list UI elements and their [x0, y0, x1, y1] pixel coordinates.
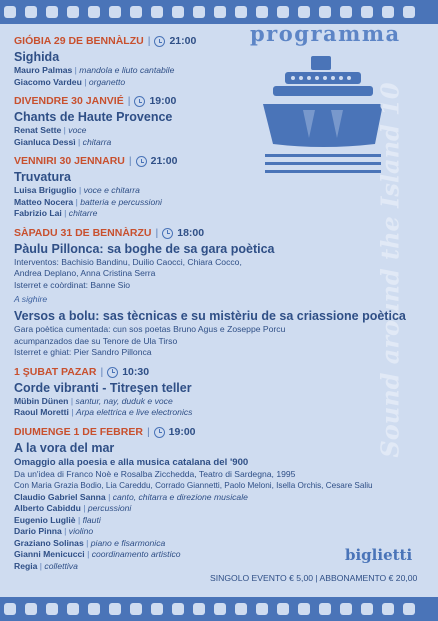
event-date: 1 ŞUBAT PAZAR: [14, 365, 97, 378]
film-hole: [235, 6, 247, 18]
film-hole: [46, 603, 58, 615]
film-hole: [361, 603, 373, 615]
film-hole: [340, 603, 352, 615]
event-sighida: GIÓBIA 29 DE BENNÀLZU | 21:00 Sighida Mauro Palmas | mandola e liuto cantabile Giacomo Vardeu | organetto: [14, 34, 434, 88]
film-hole: [130, 6, 142, 18]
credit-line: Matteo Nocera | batteria e percussioni: [14, 196, 162, 207]
credit-line: Gianluca Dessì | chitarra: [14, 136, 112, 147]
film-hole: [46, 6, 58, 18]
clock-icon: [136, 156, 147, 167]
event-subtitle: Omaggio alla poesia e alla musica catalana del '900: [14, 456, 249, 468]
film-hole: [319, 603, 331, 615]
detail-line: Isterret e coòrdinat: Banne Sio: [14, 279, 131, 290]
film-hole: [277, 6, 289, 18]
film-hole: [193, 6, 205, 18]
credit-line: Eugenio Lugliè | flauti: [14, 514, 101, 525]
film-hole: [235, 603, 247, 615]
event-date: SÀPADU 31 DE BENNÀRZU: [14, 226, 152, 239]
clock-icon: [134, 96, 145, 107]
credit-line: Claudio Gabriel Sanna | canto, chitarra e direzione musicale: [14, 491, 248, 502]
event-subtitle: Versos a bolu: sas tècnicas e su mistèriu de sa criassione poètica: [14, 309, 406, 323]
clock-icon: [154, 427, 165, 438]
credit-line: Regia | collettiva: [14, 560, 78, 571]
film-hole: [25, 6, 37, 18]
event-pillonca: SÀPADU 31 DE BENNÀRZU | 18:00 Pàulu Pillonca: sa boghe de sa gara poètica Interventos: Bachisio Bandinu, Duilio Caocci, Chiara Cocco, Andrea Deplano, Anna Cristina Serra Isterret e coòrdinat: Banne Sio A sighire Versos a bolu: sas tècnicas e su mistèriu de sa criassione poètica Gara poètica cumentada: cun sos poetas Bruno Agus e Zoseppe Porcu acumpanzados dae su Tenore de Ula Tirso Isterret e ghiat: Pier Sandro Pillonca: [14, 226, 434, 359]
credit-line: Luisa Briguglio | voce e chitarra: [14, 185, 140, 195]
event-time: 21:00: [150, 155, 178, 167]
event-date: DIVENDRE 30 JANVIÉ: [14, 95, 124, 107]
film-hole: [67, 6, 79, 18]
film-hole: [67, 603, 79, 615]
clock-icon: [107, 367, 118, 378]
film-holes: [4, 603, 415, 615]
event-title: Pàulu Pillonca: sa boghe de sa gara poètica: [14, 241, 275, 256]
credit-line: Fabrizio Lai | chitarre: [14, 208, 98, 218]
event-date: VENNIRI 30 JENNARU: [14, 155, 125, 167]
film-hole: [88, 603, 100, 615]
film-hole: [151, 6, 163, 18]
credit-line: Giacomo Vardeu | organetto: [14, 76, 126, 87]
film-hole: [109, 603, 121, 615]
event-title: Chants de Haute Provence: [14, 110, 173, 124]
event-time: 19:00: [168, 425, 196, 438]
film-hole: [193, 603, 205, 615]
film-hole: [382, 603, 394, 615]
event-vora-del-mar: DIUMENGE 1 DE FEBRER | 19:00 A la vora del mar Omaggio alla poesia e alla musica catalana del '900 Da un'idea di Franco Noè e Rosalba Zicchedda, Teatro di Sardegna, 1995 Con Maria Grazia Bodio, Lia Careddu, Corrado Giannetti, Paolo Meloni, Isella Orchis, Cesare Saliu Claudio Gabriel Sanna | canto, chitarra e direzione musicale Alberto Cabiddu | percussioni Eugenio Lugliè | flauti Dario Pinna | violino Graziano Solinas | piano e fisarmonica Gianni Menicucci | coordinamento artistico Regia | collettiva: [14, 425, 434, 573]
credit-line: Raoul Moretti | Arpa elettrica e live electronics: [14, 407, 193, 417]
credit-line: Mauro Palmas | mandola e liuto cantabile: [14, 65, 175, 75]
film-hole: [130, 603, 142, 615]
event-date: DIUMENGE 1 DE FEBRER: [14, 425, 143, 438]
film-hole: [109, 6, 121, 18]
film-hole: [382, 6, 394, 18]
film-hole: [403, 603, 415, 615]
film-hole: [361, 6, 373, 18]
event-title: Truvatura: [14, 170, 71, 184]
credit-line: Renat Sette | voce: [14, 125, 87, 135]
event-time: 19:00: [149, 95, 177, 107]
credit-line: Mübin Dünen | santur, nay, duduk e voce: [14, 395, 173, 406]
film-hole: [340, 6, 352, 18]
detail-line: Andrea Deplano, Anna Cristina Serra: [14, 268, 156, 278]
film-hole: [4, 6, 16, 18]
film-hole: [172, 603, 184, 615]
event-time: 10:30: [122, 365, 150, 378]
event-time: 18:00: [177, 226, 205, 239]
detail-line: Da un'idea di Franco Noè e Rosalba Zicchedda, Teatro di Sardegna, 1995: [14, 468, 296, 479]
film-hole: [151, 603, 163, 615]
film-hole: [256, 603, 268, 615]
event-chants: DIVENDRE 30 JANVIÉ | 19:00 Chants de Haute Provence Renat Sette | voce Gianluca Dessì | chitarra: [14, 94, 434, 148]
ticket-prices: SINGOLO EVENTO € 5,00 | ABBONAMENTO € 20,00: [210, 573, 418, 583]
programme-list: [14, 34, 434, 578]
film-hole: [256, 6, 268, 18]
event-title: A la vora del mar: [14, 440, 115, 455]
event-corde: 1 ŞUBAT PAZAR | 10:30 Corde vibranti - Titreşen teller Mübin Dünen | santur, nay, duduk e voce Raoul Moretti | Arpa elettrica e live electronics: [14, 365, 434, 419]
event-title: Sighida: [14, 50, 60, 64]
film-hole: [172, 6, 184, 18]
follow-up-note: A sighire: [14, 294, 48, 304]
page-title: programma: [250, 21, 401, 46]
credit-line: Graziano Solinas | piano e fisarmonica: [14, 537, 166, 548]
clock-icon: [162, 228, 173, 239]
film-hole: [298, 6, 310, 18]
detail-line: Gara poètica cumentada: cun sos poetas Bruno Agus e Zoseppe Porcu: [14, 324, 286, 334]
film-hole: [4, 603, 16, 615]
festival-watermark: Sound around the Island 10: [375, 82, 405, 458]
clock-icon: [154, 36, 165, 47]
film-strip-bottom: [0, 597, 438, 621]
event-truvatura: VENNIRI 30 JENNARU | 21:00 Truvatura Luisa Briguglio | voce e chitarra Matteo Nocera | batteria e percussioni Fabrizio Lai | chitarre: [14, 154, 434, 220]
film-hole: [214, 6, 226, 18]
detail-line: Isterret e ghiat: Pier Sandro Pillonca: [14, 347, 152, 357]
film-hole: [319, 6, 331, 18]
film-hole: [277, 603, 289, 615]
detail-line: Interventos: Bachisio Bandinu, Duilio Caocci, Chiara Cocco,: [14, 256, 242, 267]
film-hole: [88, 6, 100, 18]
film-hole: [214, 603, 226, 615]
tickets-heading: biglietti: [345, 546, 413, 564]
detail-line: Con Maria Grazia Bodio, Lia Careddu, Corrado Giannetti, Paolo Meloni, Isella Orchis, Cesare Saliu: [14, 481, 373, 490]
event-title: Corde vibranti - Titreşen teller: [14, 380, 192, 395]
film-hole: [298, 603, 310, 615]
credit-line: Alberto Cabiddu | percussioni: [14, 503, 132, 513]
event-time: 21:00: [169, 35, 197, 47]
film-hole: [403, 6, 415, 18]
credit-line: Dario Pinna | violino: [14, 526, 94, 536]
film-holes: [4, 6, 415, 18]
film-hole: [25, 603, 37, 615]
detail-line: acumpanzados dae su Tenore de Ula Tirso: [14, 335, 178, 346]
credit-line: Gianni Menicucci | coordinamento artistico: [14, 549, 181, 559]
event-date: GIÓBIA 29 DE BENNÀLZU: [14, 35, 144, 47]
